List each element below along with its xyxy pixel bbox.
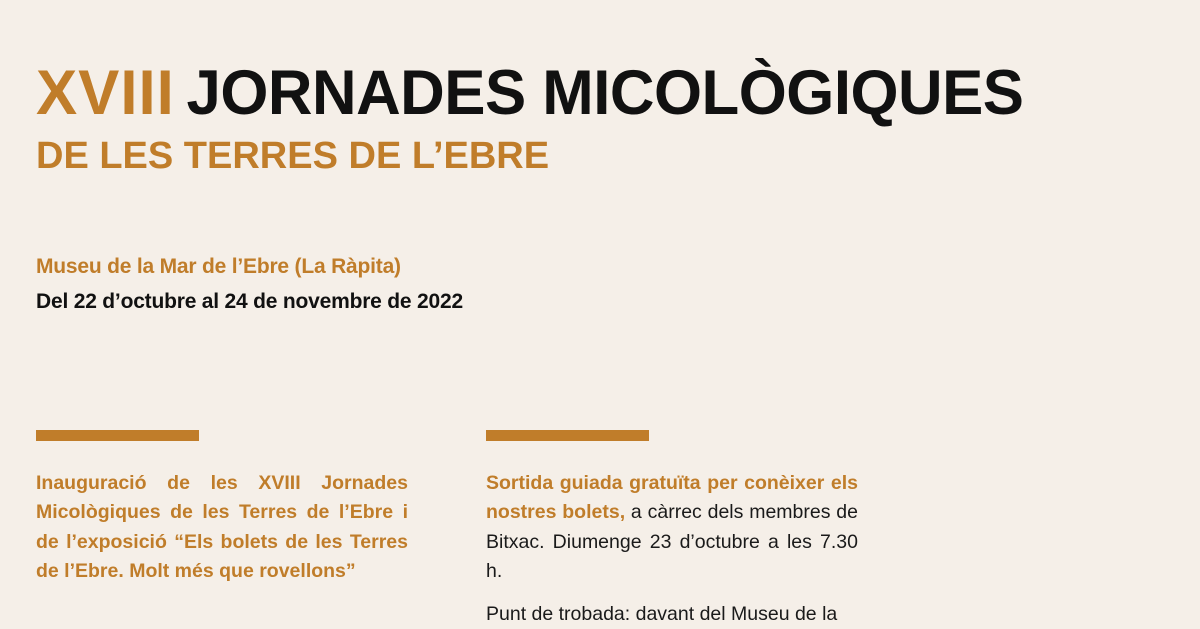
title-roman-numeral: XVIII — [36, 58, 175, 128]
columns-container — [36, 430, 1166, 629]
accent-rule — [486, 430, 649, 441]
column-lead-highlight: Sortida guiada gratuïta per conèixer els nostres bolets, — [486, 472, 858, 524]
column-body-text: Punt de trobada: davant del Museu de la — [486, 603, 838, 625]
column-guided-walk — [486, 430, 858, 629]
column-lead-text: Inauguració de les XVIII Jornades Micològiques de les Terres de l’Ebre i de l’exposició “Els bolets de les Terres de l’Ebre. Molt més que rovellons” — [36, 472, 408, 582]
dates-text: Del 22 d’octubre al 24 de novembre de 2022 — [36, 290, 463, 314]
accent-rule — [36, 430, 199, 441]
page-subtitle: DE LES TERRES DE L’EBRE — [36, 135, 550, 177]
title-main-text: JORNADES MICOLÒGIQUES — [186, 58, 1024, 128]
venue-block — [36, 252, 463, 318]
page-title — [36, 58, 1134, 128]
title-block — [36, 58, 1156, 177]
venue-text: Museu de la Mar de l’Ebre (La Ràpita) — [36, 255, 401, 278]
column-lead-paragraph — [486, 469, 858, 586]
column-lead-tail: a càrrec dels membres de Bitxac. Diumenge 23 d’octubre a les 7.30 h. — [486, 501, 858, 582]
column-inauguration — [36, 430, 408, 629]
